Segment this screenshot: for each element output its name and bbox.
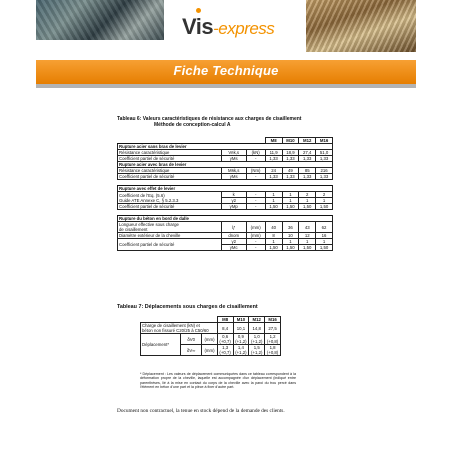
table-row: Charge de cisaillement (kN) et béton non fissuré C20/25 à C50/60 8,4 10,1 14,8 27,5 — [141, 323, 281, 334]
table-row: Coefficient partiel de sécurité γMp - 1,50 1,50 1,50 1,50 — [118, 204, 333, 210]
tools-photo — [36, 0, 164, 40]
table-row: Longueur effective sous charge de cisaillement lƒ (mm) 40 36 43 62 — [118, 222, 333, 233]
logo-dot-icon — [196, 8, 201, 13]
table-row: γMc - 1,50 1,50 1,50 1,50 — [118, 245, 333, 251]
disclaimer-footer: Document non contractuel, la tenue en stock dépend de la demande des clients. — [117, 408, 285, 414]
col-header: M16 — [265, 317, 281, 323]
col-header: M12 — [299, 138, 316, 144]
page-header — [36, 0, 416, 66]
col-header: M12 — [249, 317, 265, 323]
table-row: γ2 - 1 1 1 1 — [118, 198, 333, 204]
section-heading: Rupture avec effet de levier — [118, 186, 333, 192]
table-row: Diamètre extérieur de la cheville dnom (mm) 8 10 12 16 — [118, 233, 333, 239]
col-header: M10 — [233, 317, 249, 323]
shear-resistance-table — [117, 137, 333, 251]
table6-subcaption: Méthode de conception-calcul A — [154, 122, 231, 128]
col-header: M8 — [217, 317, 233, 323]
col-header: M10 — [282, 138, 299, 144]
table-row: Coefficient de l'Eq. (5.6) Guide ATE Annexe C, § 5.2.3.3 k - 1 1 2 2 — [118, 192, 333, 198]
table-row: Résistance caractéristique Vʀk,s (kN) 11,9 18,9 27,4 51,0 — [118, 150, 333, 156]
screws-photo — [306, 0, 416, 52]
col-header: M8 — [265, 138, 282, 144]
table-row: δV∞ (mm) 1,3 (+0,7) 1,4 (+1,2) 1,5 (+1,2) 1,8 (+0,8) — [141, 345, 281, 356]
logo-main-text: Vis — [182, 14, 214, 39]
banner-title: Fiche Technique — [173, 63, 279, 78]
section-heading: Rupture du béton en bord de dalle — [118, 216, 333, 222]
title-banner — [36, 60, 416, 84]
displacement-footnote: * Déplacement : Les valeurs de déplacement communiquées dans ce tableau correspondent à la déformation propre de la cheville, laquelle est accompagnée d'un déplacement (indiqué entre parenthèses, lié à la mise en contact du corps de la cheville avec la paroi du trou percé dans l'élément en béton d'une part et la pièce à fixer d'autre part. — [140, 372, 296, 390]
logo-suffix-text: -express — [213, 19, 275, 38]
section-heading: Rupture acier avec bras de levier — [118, 162, 333, 168]
table-row: Résistance caractéristique Mʀk,s (Nm) 24 49 85 216 — [118, 168, 333, 174]
vis-express-logo — [182, 14, 274, 40]
section-heading: Rupture acier sans bras de levier — [118, 144, 333, 150]
table-row: Coefficient partiel de sécurité γ2 - 1 1 1 1 — [118, 239, 333, 245]
table-row: Coefficient partiel de sécurité γMs - 1,33 1,33 1,33 1,33 — [118, 156, 333, 162]
table7-caption: Tableau 7: Déplacements sous charges de cisaillement — [117, 304, 258, 310]
banner-divider — [36, 84, 416, 88]
table-row: Déplacement* δV0 (mm) 0,6 (+0,7) 0,9 (+1,2) 1,0 (+1,2) 1,2 (+0,8) — [141, 334, 281, 345]
displacement-table — [140, 316, 281, 356]
table6-caption: Tableau 6: Valeurs caractéristiques de résistance aux charges de cisaillement — [117, 116, 302, 122]
col-header: M16 — [316, 138, 333, 144]
table-row: Coefficient partiel de sécurité γMs - 1,33 1,33 1,33 1,33 — [118, 174, 333, 180]
